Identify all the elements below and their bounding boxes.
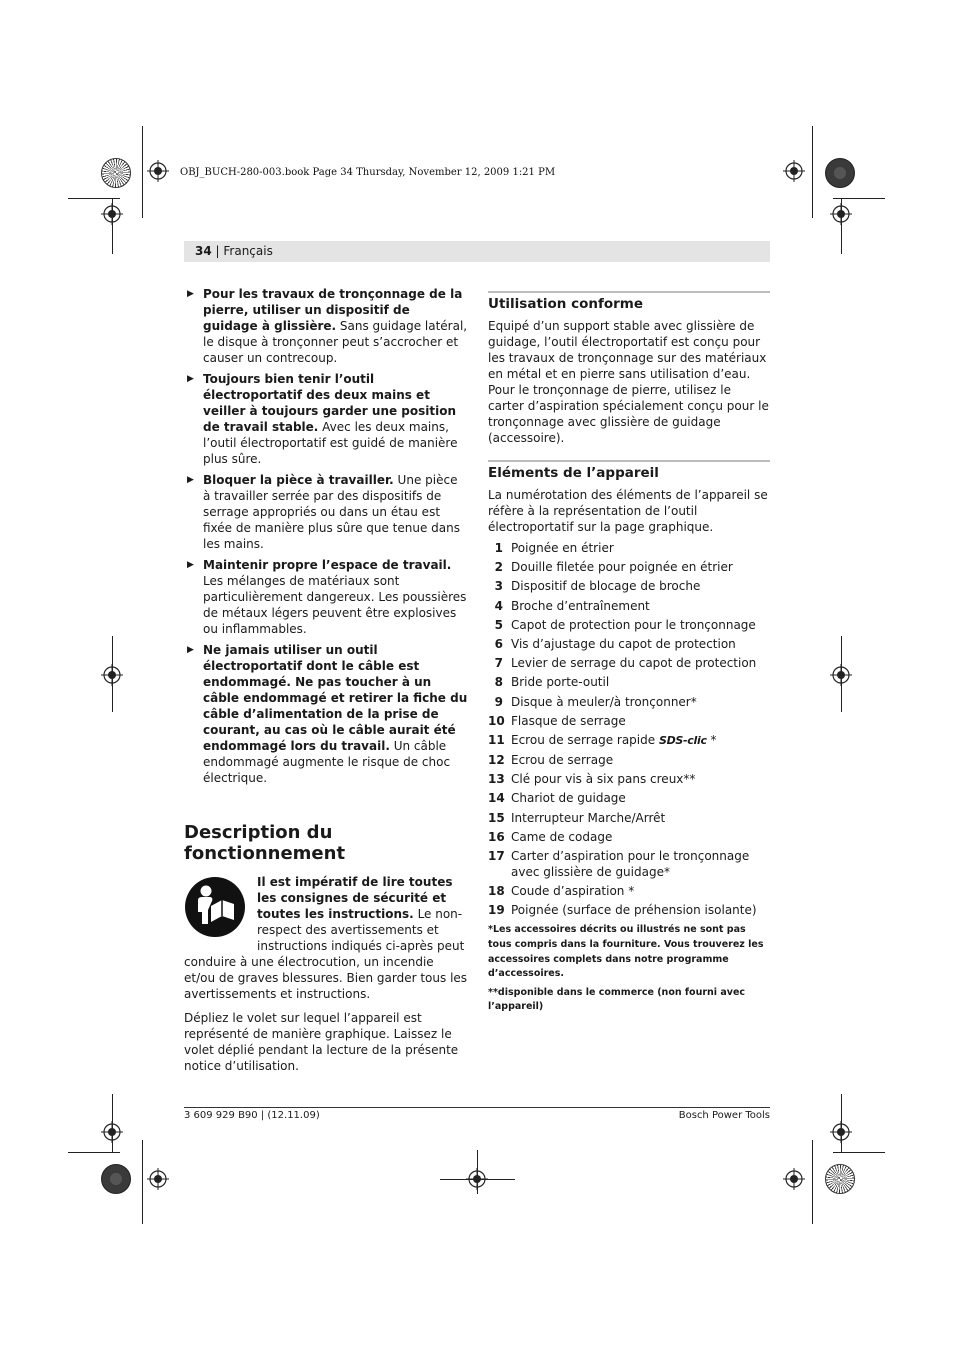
bullet-text: Une pièce à travailler serrée par des dispositifs de serrage appropriés ou dans un étau est fixée de manière plus sûre que tenue dans les mains. <box>203 473 461 551</box>
safety-bullet <box>184 371 468 467</box>
footer-document-number: 3 609 929 B90 | (12.11.09) <box>184 1110 320 1121</box>
registration-mark-icon <box>147 1168 169 1190</box>
list-item: 1 Poignée en étrier <box>494 541 614 555</box>
right-column <box>488 291 770 1019</box>
footer-rule <box>184 1107 770 1108</box>
list-item: 17 Carter d’aspiration pour le tronçonnage avec glissière de guidage* <box>488 849 750 879</box>
intended-use-paragraph: Pour le tronçonnage de pierre, utilisez le carter d’aspiration spécialement conçu pour le tronçonnage avec glissière de guidage (accessoire). <box>488 383 769 445</box>
list-item: 4 Broche d’entraînement <box>494 598 650 613</box>
color-wheel-icon <box>101 1164 131 1194</box>
sds-clic-logo: SDS-clic <box>658 733 707 747</box>
bullet-text: Un câble endommagé augmente le risque de choc électrique. <box>203 739 451 785</box>
triangle-right-icon: ▶ <box>187 560 194 570</box>
triangle-right-icon: ▶ <box>187 289 194 299</box>
footnote: **disponible dans le commerce (non fourni avec l’appareil) <box>488 986 746 1013</box>
list-item: 6 Vis d’ajustage du capot de protection <box>494 636 736 651</box>
registration-mark-icon <box>101 664 123 686</box>
list-item: 5 Capot de protection pour le tronçonnage <box>494 617 756 632</box>
warning-text: Le non-respect des avertissements et instructions indiqués ci-après peut conduire à une électrocution, un incendie et/ou de graves blessures. Bien garder tous les avertissements et instructions. <box>184 907 468 1001</box>
components-list <box>488 540 770 918</box>
list-item: 18 Coude d’aspiration * <box>488 884 635 899</box>
bullet-bold: Ne jamais utiliser un outil électroportatif dont le câble est endommagé. Ne pas toucher à un câble endommagé et retirer la fiche du câble d’alimentation de la prise de courant, au cas où le câble aurait été endommagé lors du travail. <box>203 643 468 753</box>
list-item: 3 Dispositif de blocage de broche <box>494 579 701 594</box>
warning-block <box>184 874 468 1002</box>
section-heading-description: Description du fonctionnement <box>184 822 346 864</box>
color-wheel-icon <box>101 158 131 188</box>
page-language: Français <box>223 244 273 258</box>
registration-mark-icon <box>830 1121 852 1143</box>
safety-bullet <box>184 557 468 637</box>
page-header-separator: | <box>211 244 224 258</box>
section-heading-components: Eléments de l’appareil <box>488 460 770 481</box>
registration-mark-icon <box>783 1168 805 1190</box>
registration-mark-icon <box>147 160 169 182</box>
section-heading-intended-use: Utilisation conforme <box>488 291 770 312</box>
triangle-right-icon: ▶ <box>187 374 194 384</box>
bullet-bold: Bloquer la pièce à travailler. <box>203 473 394 487</box>
registration-mark-icon <box>830 664 852 686</box>
registration-mark-icon <box>101 203 123 225</box>
registration-mark-icon <box>830 203 852 225</box>
bullet-bold: Toujours bien tenir l’outil électroportatif des deux mains et veiller à toujours garder une position de travail stable. <box>203 372 457 434</box>
triangle-right-icon: ▶ <box>187 475 194 485</box>
fold-instruction: Dépliez le volet sur lequel l’appareil est représenté de manière graphique. Laissez le volet déplié pendant la lecture de la présente notice d’utilisation. <box>184 1011 459 1073</box>
color-wheel-icon <box>825 158 855 188</box>
list-item: 2 Douille filetée pour poignée en étrier <box>494 560 733 575</box>
footer-brand: Bosch Power Tools <box>678 1110 770 1121</box>
footnote: *Les accessoires décrits ou illustrés ne sont pas tous compris dans la fourniture. Vous trouverez les accessoires complets dans notre programme d’accessoires. <box>488 924 764 980</box>
list-item: 8 Bride porte-outil <box>494 675 610 690</box>
safety-bullets <box>184 286 468 786</box>
list-item: 19 Poignée (surface de préhension isolante) <box>488 903 757 918</box>
bullet-text: Avec les deux mains, l’outil électroportatif est guidé de manière plus sûre. <box>203 420 458 466</box>
list-item: 10 Flasque de serrage <box>488 713 626 728</box>
safety-bullet <box>184 286 468 366</box>
left-column <box>184 286 468 1079</box>
bullet-text: Sans guidage latéral, le disque à tronçonner peut s’accrocher et causer un contrecoup. <box>203 319 468 365</box>
bullet-text: Les mélanges de matériaux sont particulièrement dangereux. Les poussières de métaux légers peuvent être explosives ou inflammables. <box>203 574 467 636</box>
list-item: 7 Levier de serrage du capot de protection <box>494 656 757 671</box>
list-item: 16 Came de codage <box>488 829 613 844</box>
registration-mark-icon <box>101 1121 123 1143</box>
bullet-bold: Pour les travaux de tronçonnage de la pierre, utiliser un dispositif de guidage à glissière. <box>203 287 463 333</box>
list-item: 14 Chariot de guidage <box>488 791 626 806</box>
list-item: 15 Interrupteur Marche/Arrêt <box>488 810 666 825</box>
safety-bullet <box>184 642 468 786</box>
book-header: OBJ_BUCH-280-003.book Page 34 Thursday, November 12, 2009 1:21 PM <box>180 167 556 178</box>
color-wheel-icon <box>825 1164 855 1194</box>
list-item: 13 Clé pour vis à six pans creux** <box>488 772 696 787</box>
safety-bullet <box>184 472 468 552</box>
triangle-right-icon: ▶ <box>187 645 194 655</box>
list-item: 9 Disque à meuler/à tronçonner* <box>494 694 697 709</box>
registration-mark-icon <box>783 160 805 182</box>
page-number: 34 <box>195 244 212 258</box>
list-item: 12 Ecrou de serrage <box>488 753 614 768</box>
read-manual-icon <box>184 876 246 938</box>
list-item: 11 Ecrou de serrage rapide SDS-clic * <box>488 732 717 747</box>
intended-use-paragraph: Equipé d’un support stable avec glissière de guidage, l’outil électroportatif est conçu pour les travaux de tronçonnage sur des matériaux en métal et en pierre sans utilisation d’eau. <box>488 319 767 381</box>
warning-bold: Il est impératif de lire toutes les consignes de sécurité et toutes les instructions. <box>257 875 453 921</box>
footnotes <box>488 923 770 1015</box>
page-header <box>184 241 770 262</box>
components-intro: La numérotation des éléments de l’appareil se réfère à la représentation de l’outil électroportatif sur la page graphique. <box>488 488 768 534</box>
bullet-bold: Maintenir propre l’espace de travail. <box>203 558 452 572</box>
